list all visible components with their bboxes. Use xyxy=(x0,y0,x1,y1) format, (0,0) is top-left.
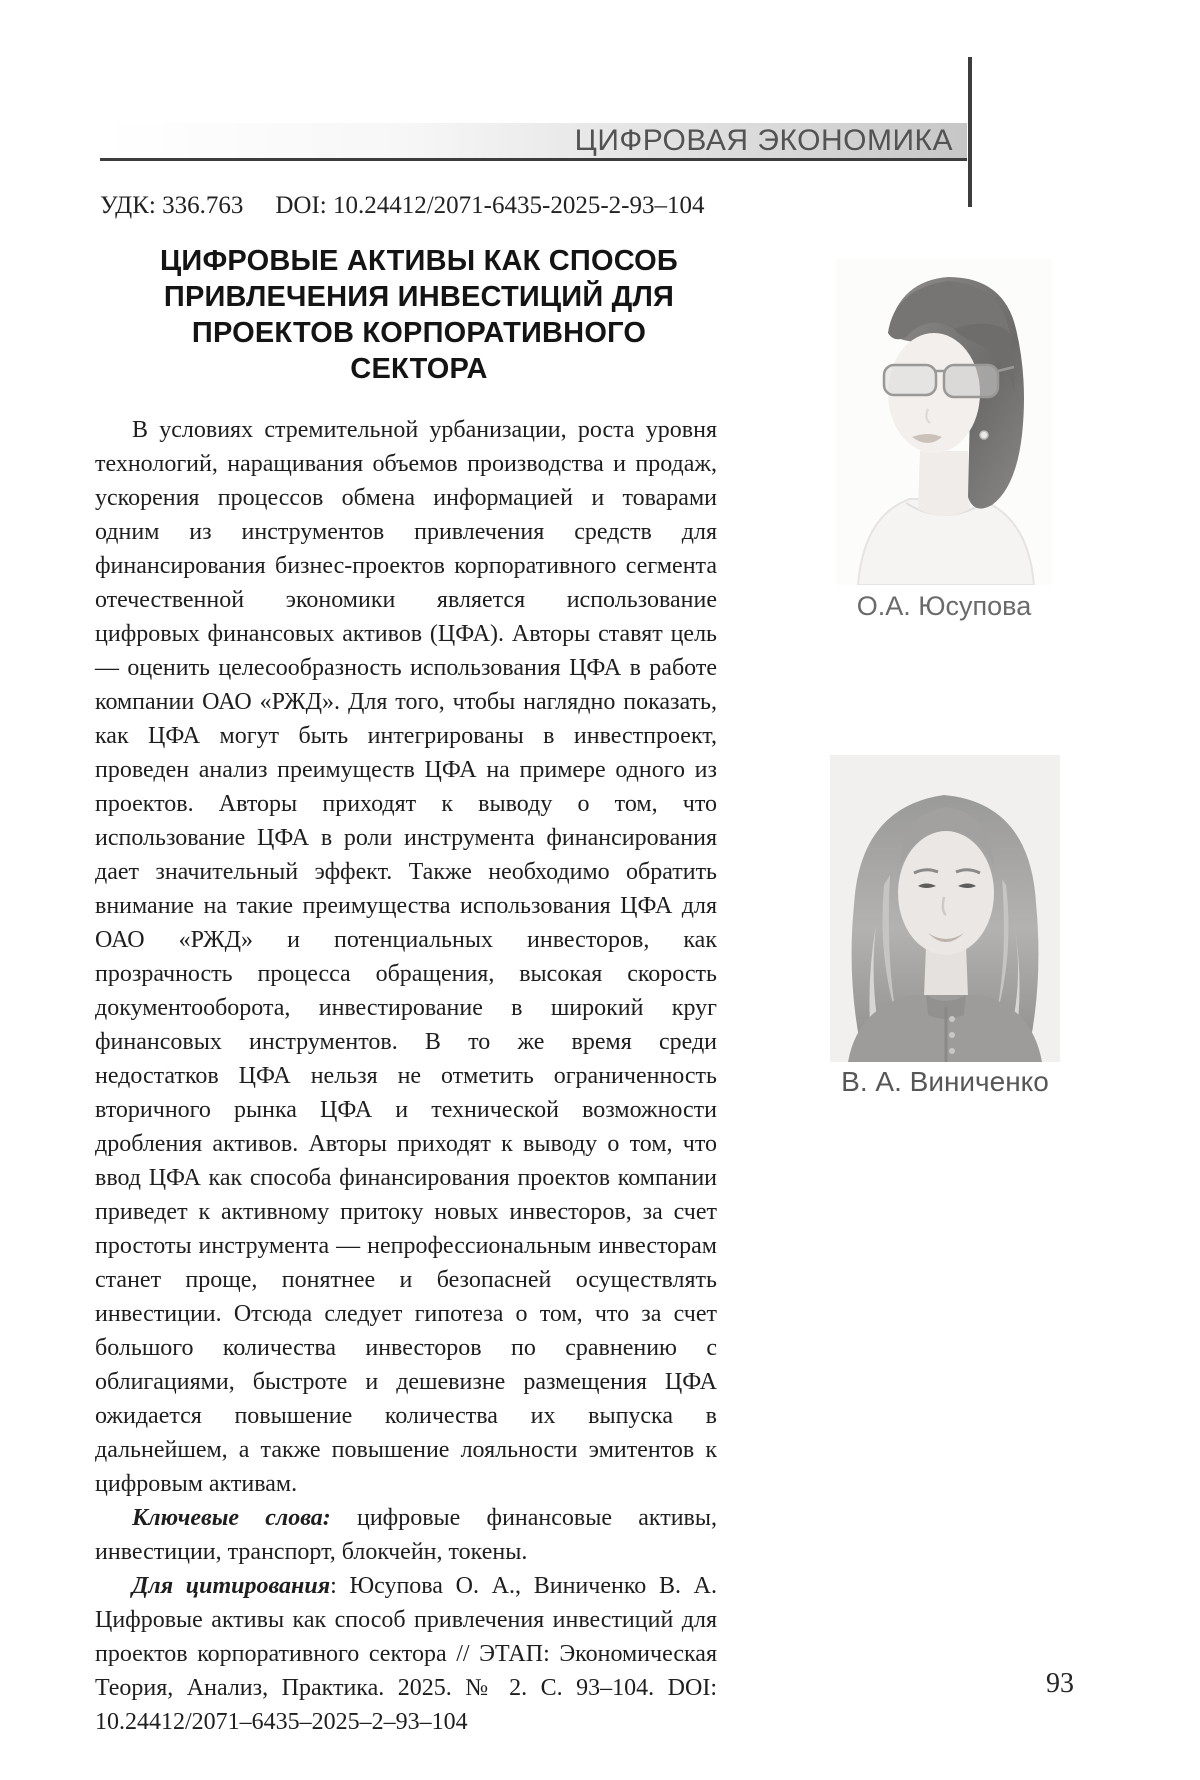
abstract-paragraph: В условиях стремительной урбанизации, роста уровня технологий, наращивания объемов производства и продаж, ускорения процессов обмена информацией и товарами одним из инструментов привлечения средств для финансирования бизнес-проектов корпоративного сегмента отечественной экономики является использование цифровых финансовых активов (ЦФА). Авторы ставят цель — оценить целесообразность использования ЦФА в работе компании ОАО «РЖД». Для того, чтобы наглядно показать, как ЦФА могут быть интегрированы в инвестпроект, проведен анализ преимуществ ЦФА на примере одного из проектов. Авторы приходят к выводу о том, что использование ЦФА в роли инструмента финансирования дает значительный эффект. Также необходимо обратить внимание на такие преимущества использования ЦФА для ОАО «РЖД» и потенциальных инвесторов, как прозрачность процесса обращения, высокая скорость документооборота, инвестирование в широкий круг финансовых инструментов. В то же время среди недостатков ЦФА нельзя не отметить ограниченность вторичного рынка ЦФА и технической возможности дробления активов. Авторы приходят к выводу о том, что ввод ЦФА как способа финансирования проектов компании приведет к активному притоку новых инвесторов, за счет простоты инструмента — непрофессиональным инвесторам станет проще, понятнее и безопасней осуществлять инвестиции. Отсюда следует гипотеза о том, что за счет большого количества инвесторов по сравнению с облигациями, быстроте и дешевизне размещения ЦФА ожидается повышение количества их выпуска в дальнейшем, а также повышение лояльности эмитентов к цифровым активам. xyxy=(95,417,717,1497)
page-number: 93 xyxy=(1046,1668,1074,1699)
author-name-yusupova: О.А. Юсупова xyxy=(856,591,1032,621)
portrait-woman-long-hair-illustration xyxy=(830,755,1060,1062)
citation-paragraph xyxy=(95,1569,717,1739)
udk-code: УДК: 336.763 xyxy=(100,192,244,219)
keywords-label: Ключевые слова: xyxy=(132,1505,331,1531)
citation-label: Для цитирования xyxy=(132,1573,331,1599)
portrait-woman-glasses-illustration xyxy=(836,259,1052,585)
article-text-column xyxy=(95,413,717,1739)
citation-text: : Юсупова О. А., Виниченко В. А. Цифровые активы как способ привлечения инвестиций для проектов корпоративного сектора // ЭТАП: Экономическая Теория, Анализ, Практика. 2025. № 2. С. 93–104. DOI: 10.24412/2071–6435–2025–2–93–104 xyxy=(95,1573,717,1735)
author-name-vinichenko: В. А. Виниченко xyxy=(841,1066,1049,1097)
article-title: ЦИФРОВЫЕ АКТИВЫ КАК СПОСОБ ПРИВЛЕЧЕНИЯ ИНВЕСТИЦИЙ ДЛЯ ПРОЕКТОВ КОРПОРАТИВНОГО СЕКТОРА xyxy=(160,245,678,385)
meta-row xyxy=(100,192,705,220)
author-photo-vinichenko xyxy=(830,755,1060,1062)
section-banner xyxy=(100,123,967,161)
keywords-text: цифровые финансовые активы, инвестиции, транспорт, блокчейн, токены. xyxy=(95,1505,717,1565)
author-photo-yusupova xyxy=(836,259,1052,585)
section-title: ЦИФРОВАЯ ЭКОНОМИКА xyxy=(574,123,953,157)
doi-code: DOI: 10.24412/2071-6435-2025-2-93–104 xyxy=(275,192,705,219)
keywords-paragraph xyxy=(95,1501,717,1569)
corner-rule xyxy=(968,57,972,207)
